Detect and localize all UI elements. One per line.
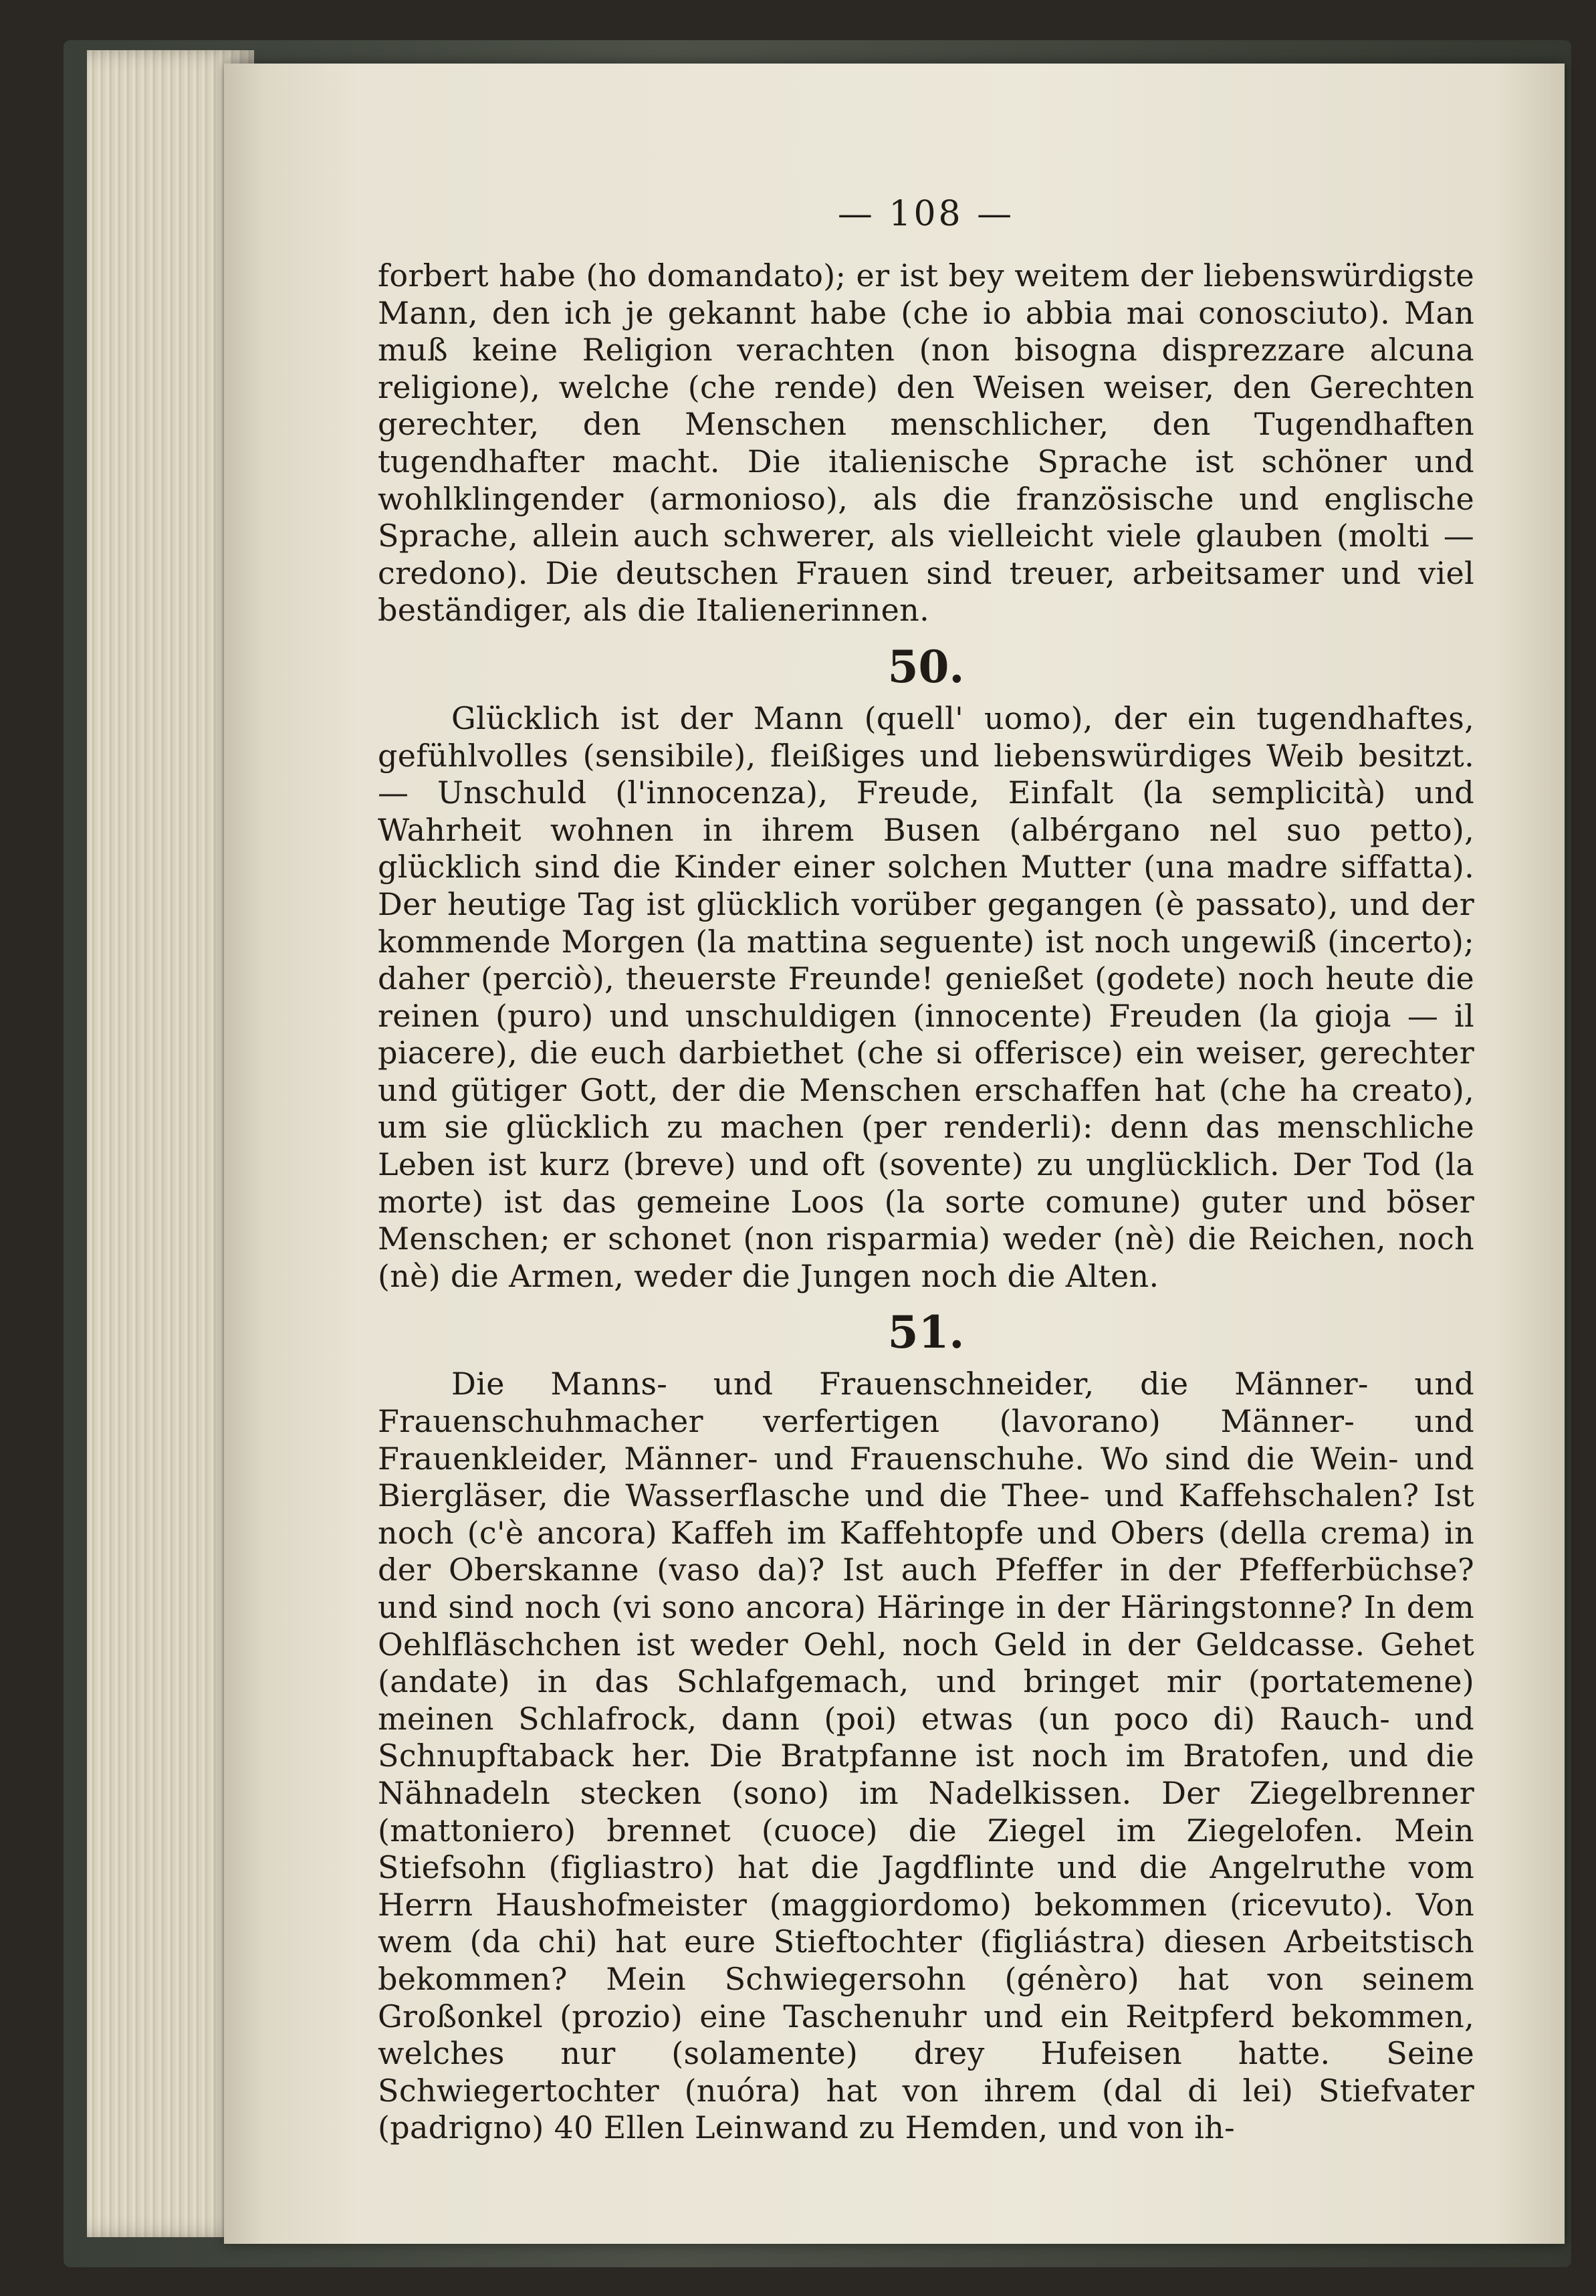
section-heading-51: 51. xyxy=(887,1306,965,1359)
book-page xyxy=(224,64,1565,2244)
section-50-paragraph: Glücklich ist der Mann (quell' uomo), der ein tugendhaftes, gefühlvolles (sensibile), fleißiges und liebenswürdiges Weib besitzt. — Unschuld (l'innocenza), Freude, Einfalt (la semplicità) und Wahrheit wohnen in ihrem Busen (albérgano nel suo petto), glücklich sind die Kinder einer solchen Mutter (una madre siffatta). Der heutige Tag ist glücklich vorüber gegangen (è passato), und der kommende Morgen (la mattina seguente) ist noch ungewiß (incerto); daher (perciò), theuerste Freunde! genießet (godete) noch heute die reinen (puro) und unschuldigen (innocente) Freuden (la gioja — il piacere), die euch darbiethet (che si offerisce) ein weiser, gerechter und gütiger Gott, der die Menschen erschaffen hat (che ha creato), um sie glücklich zu machen (per renderli): denn das menschliche Leben ist kurz (breve) und oft (sovente) zu unglücklich. Der Tod (la morte) ist das gemeine Loos (la sorte comune) guter und böser Menschen; er schonet (non risparmia) weder (nè) die Reichen, noch (nè) die Armen, weder die Jungen noch die Alten. xyxy=(378,700,1474,1294)
intro-paragraph: forbert habe (ho domandato); er ist bey weitem der liebenswürdigste Mann, den ich je gekannt habe (che io abbia mai conosciuto). Man muß keine Religion verachten (non bisogna disprezzare alcuna religione), welche (che rende) den Weisen weiser, den Gerechten gerechter, den Menschen menschlicher, den Tugendhaften tugendhafter macht. Die italienische Sprache ist schöner und wohlklingender (armonioso), als die französische und englische Sprache, allein auch schwerer, als vielleicht viele glauben (molti — credono). Die deutschen Frauen sind treuer, arbeitsamer und viel beständiger, als die Italienerinnen. xyxy=(378,257,1474,629)
section-51-paragraph: Die Manns- und Frauenschneider, die Männer- und Frauenschuhmacher verfertigen (lavorano) Männer- und Frauenkleider, Männer- und Frauenschuhe. Wo sind die Wein- und Biergläser, die Wasserflasche und die Thee- und Kaffehschalen? Ist noch (c'è ancora) Kaffeh im Kaffehtopfe und Obers (della crema) in der Oberskanne (vaso da)? Ist auch Pfeffer in der Pfefferbüchse? und sind noch (vi sono ancora) Häringe in der Häringstonne? In dem Oehlfläschchen ist weder Oehl, noch Geld in der Geldcasse. Gehet (andate) in das Schlafgemach, und bringet mir (portatemene) meinen Schlafrock, dann (poi) etwas (un poco di) Rauch- und Schnupftaback her. Die Bratpfanne ist noch im Bratofen, und die Nähnadeln stecken (sono) im Nadelkissen. Der Ziegelbrenner (mattoniero) brennet (cuoce) die Ziegel im Ziegelofen. Mein Stiefsohn (figliastro) hat die Jagdflinte und die Angelruthe vom Herrn Haushofmeister (maggiordomo) bekommen (ricevuto). Von wem (da chi) hat eure Stieftochter (figliástra) diesen Arbeitstisch bekommen? Mein Schwiegersohn (génèro) hat von seinem Großonkel (prozio) eine Taschenuhr und ein Reitpferd bekommen, welches nur (solamente) drey Hufeisen hatte. Seine Schwiegertochter (nuóra) hat von ihrem (dal di lei) Stiefvater (padrigno) 40 Ellen Leinwand zu Hemden, und von ih- xyxy=(378,1366,1474,2146)
page-content xyxy=(378,191,1474,2150)
section-heading-50: 50. xyxy=(887,640,965,693)
page-number: — 108 — xyxy=(837,194,1015,234)
